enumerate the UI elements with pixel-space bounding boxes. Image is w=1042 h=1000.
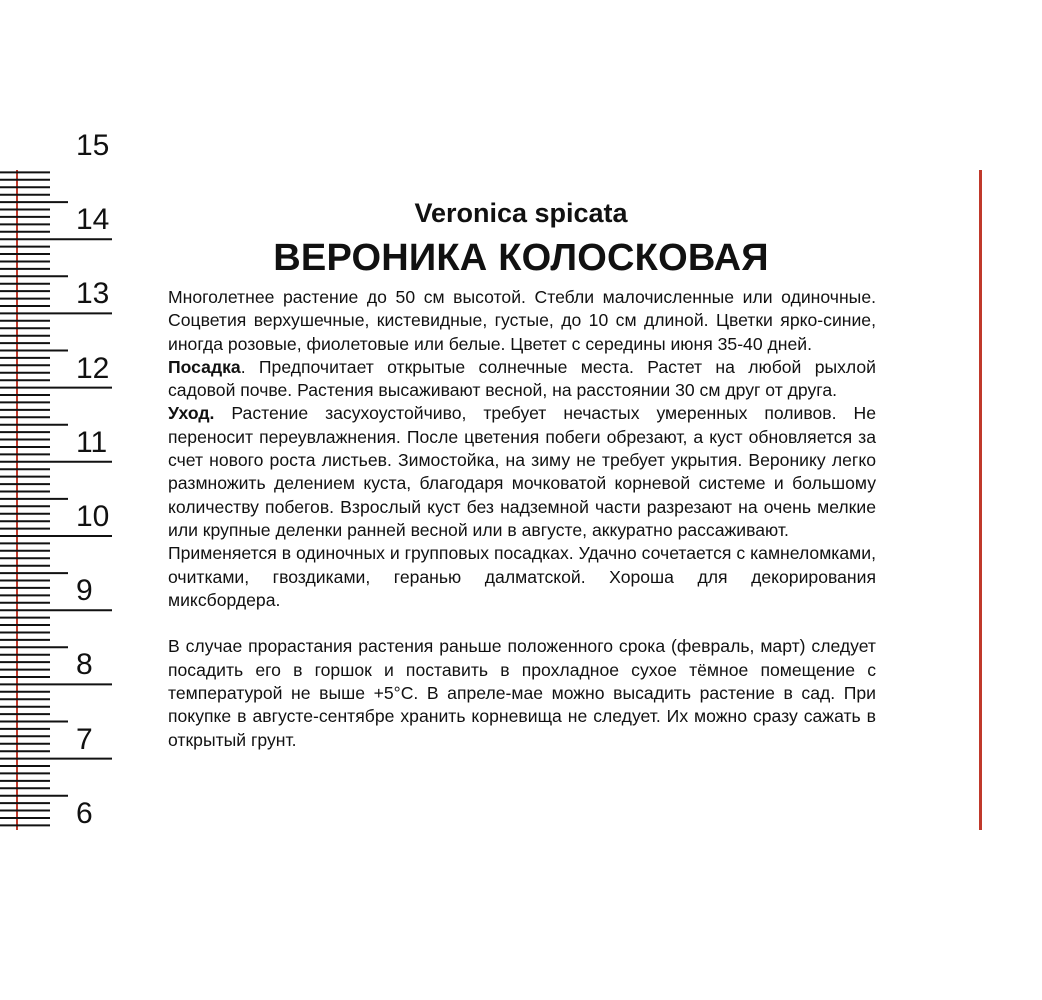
ruler-number: 6 xyxy=(76,796,93,830)
care-label: Уход. xyxy=(168,403,215,424)
ruler-number: 13 xyxy=(76,277,110,311)
care-text: Растение засухоустойчиво, требует нечастых умеренных поливов. Не переносит переувлажнения. После цветения побеги обрезают, а куст обновляется за счет нового роста листьев. Зимостойка, на зиму не требует укрытия. Веронику легко размножить делением куста, благодаря мочковатой корневой системе и большому количеству побегов. Взрослый куст без надземной части разрезают на очень мелкие или крупные деленки ранней весной или в августе, аккуратно рассаживают. xyxy=(168,403,876,540)
latin-name: Veronica spicata xyxy=(414,198,628,228)
paragraph-gap xyxy=(168,612,876,635)
ruler-number: 9 xyxy=(76,574,93,608)
ruler-number: 7 xyxy=(76,722,93,756)
intro-paragraph: Многолетнее растение до 50 см высотой. Стебли малочисленные или одиночные. Соцветия верхушечные, кистевидные, густые, до 10 см длиной. Цветки ярко-синие, иногда розовые, фиолетовые или белые. Цветет с середины июня 35-40 дней. xyxy=(168,287,876,354)
russian-name: ВЕРОНИКА КОЛОСКОВАЯ xyxy=(273,237,769,279)
planting-text: . Предпочитает открытые солнечные места. Растет на любой рыхлой садовой почве. Растения высаживают весной, на расстоянии 30 см друг от друга. xyxy=(168,356,876,401)
ruler-number: 14 xyxy=(76,203,110,237)
ruler-number: 12 xyxy=(76,351,110,385)
ruler-number: 10 xyxy=(76,500,110,533)
ruler-number: 15 xyxy=(76,129,110,162)
planting-label: Посадка xyxy=(168,356,241,377)
ruler-number: 11 xyxy=(76,425,108,459)
care-paragraph xyxy=(168,402,876,542)
planting-paragraph xyxy=(168,356,876,403)
note-paragraph: В случае прорастания растения раньше положенного срока (февраль, март) следует посадить его в горшок и поставить в прохладное сухое тёмное помещение с температурой не выше +5°С. В апреле-мае можно высадить растение в сад. При покупке в августе-сентябре хранить корневища не следует. Их можно сразу сажать в открытый грунт. xyxy=(168,636,876,750)
usage-paragraph: Применяется в одиночных и групповых посадках. Удачно сочетается с камнеломками, очитками, гвоздиками, геранью далматской. Хороша для декорирования миксбордера. xyxy=(168,543,876,610)
description xyxy=(168,286,876,752)
ruler-number: 8 xyxy=(76,648,93,682)
